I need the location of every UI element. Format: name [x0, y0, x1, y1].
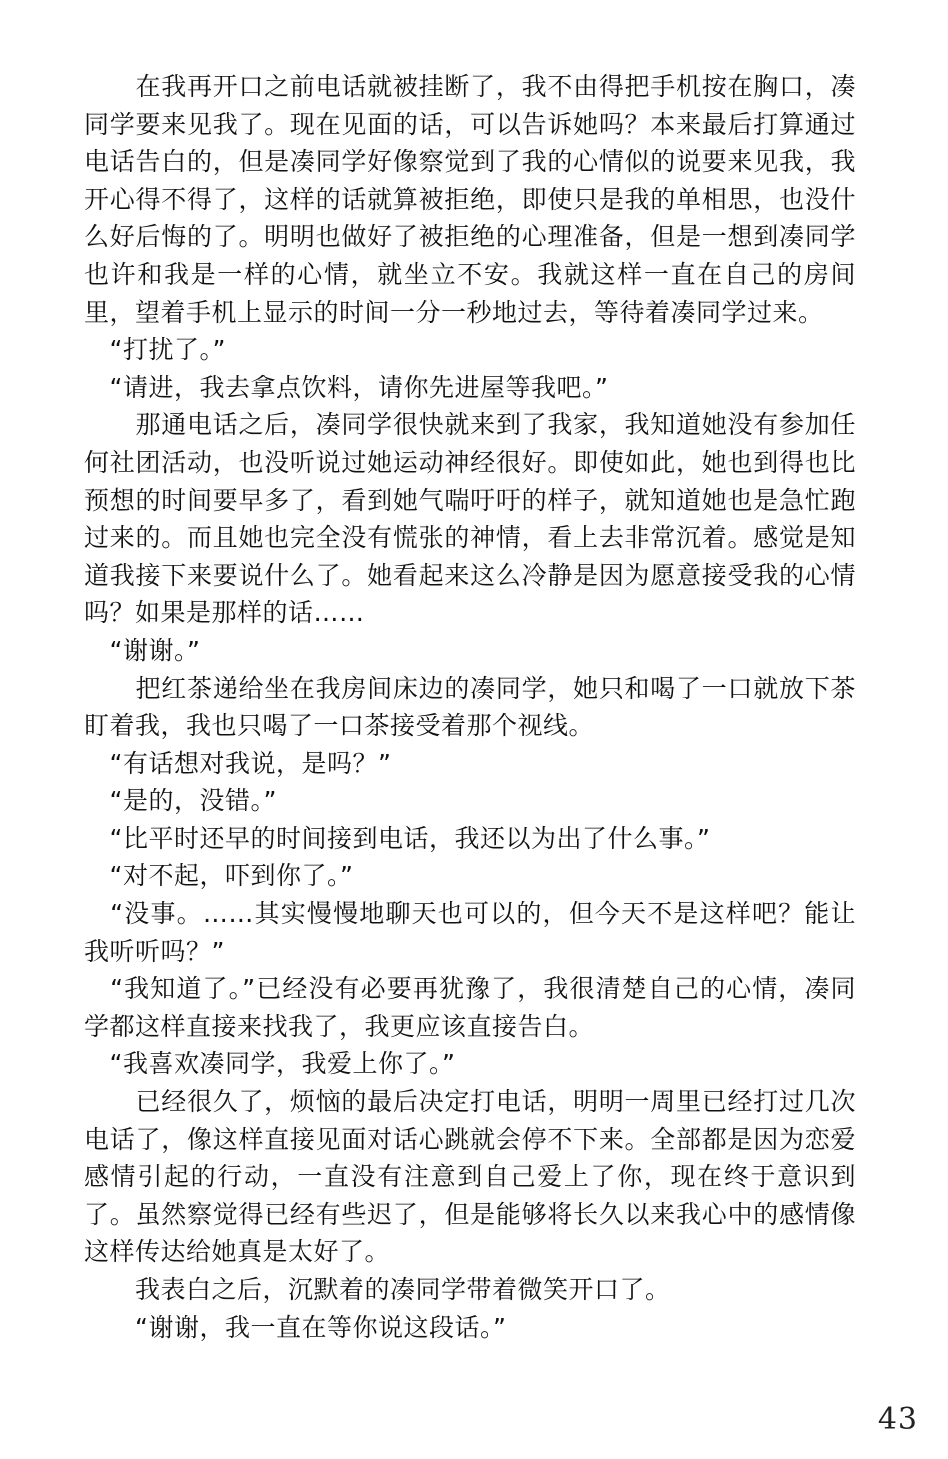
paragraph: “对不起，吓到你了。”	[84, 861, 354, 891]
paragraph: 已经很久了，烦恼的最后决定打电话，明明一周里已经打过几次电话了，像这样直接见面对话心跳就会停不下来。全部都是因为恋爱感情引起的行动，一直没有注意到自己爱上了你，现在终于意识到了。虽然察觉得已经有些迟了，但是能够将长久以来我心中的感情像这样传达给她真是太好了。	[84, 1087, 856, 1267]
paragraph: “谢谢。”	[84, 635, 201, 665]
paragraph: “打扰了。”	[84, 335, 226, 365]
paragraph: “我知道了。”已经没有必要再犹豫了，我很清楚自己的心情，凑同学都这样直接来找我了，我更应该直接告白。	[84, 974, 856, 1041]
paragraph: 我表白之后，沉默着的凑同学带着微笑开口了。	[84, 1275, 671, 1304]
page-number: 43	[877, 1402, 918, 1437]
paragraph: 在我再开口之前电话就被挂断了，我不由得把手机按在胸口，凑同学要来见我了。现在见面的话，可以告诉她吗？本来最后打算通过电话告白的，但是凑同学好像察觉到了我的心情似的说要来见我，我开心得不得了，这样的话就算被拒绝，即使只是我的单相思，也没什么好后悔的了。明明也做好了被拒绝的心理准备，但是一想到凑同学也许和我是一样的心情，就坐立不安。我就这样一直在自己的房间里，望着手机上显示的时间一分一秒地过去，等待着凑同学过来。	[84, 72, 856, 327]
paragraph: 那通电话之后，凑同学很快就来到了我家，我知道她没有参加任何社团活动，也没听说过她运动神经很好。即使如此，她也到得也比预想的时间要早多了，看到她气喘吁吁的样子，就知道她也是急忙跑过来的。而且她也完全没有慌张的神情，看上去非常沉着。感觉是知道我接下来要说什么了。她看起来这么冷静是因为愿意接受我的心情吗？如果是那样的话……	[84, 410, 856, 628]
paragraph: “有话想对我说，是吗？”	[84, 748, 392, 778]
paragraph: “我喜欢凑同学，我爱上你了。”	[84, 1049, 456, 1079]
paragraph: “是的，没错。”	[84, 786, 277, 816]
paragraph: 把红茶递给坐在我房间床边的凑同学，她只和喝了一口就放下茶盯着我，我也只喝了一口茶接受着那个视线。	[84, 673, 856, 741]
paragraph: “比平时还早的时间接到电话，我还以为出了什么事。”	[84, 823, 711, 853]
paragraph: “谢谢，我一直在等你说这段话。”	[84, 1312, 507, 1342]
paragraph: “请进，我去拿点饮料，请你先进屋等我吧。”	[84, 372, 609, 402]
page-text	[84, 68, 856, 1346]
paragraph: “没事。……其实慢慢地聊天也可以的，但今天不是这样吧？能让我听听吗？”	[84, 899, 856, 966]
